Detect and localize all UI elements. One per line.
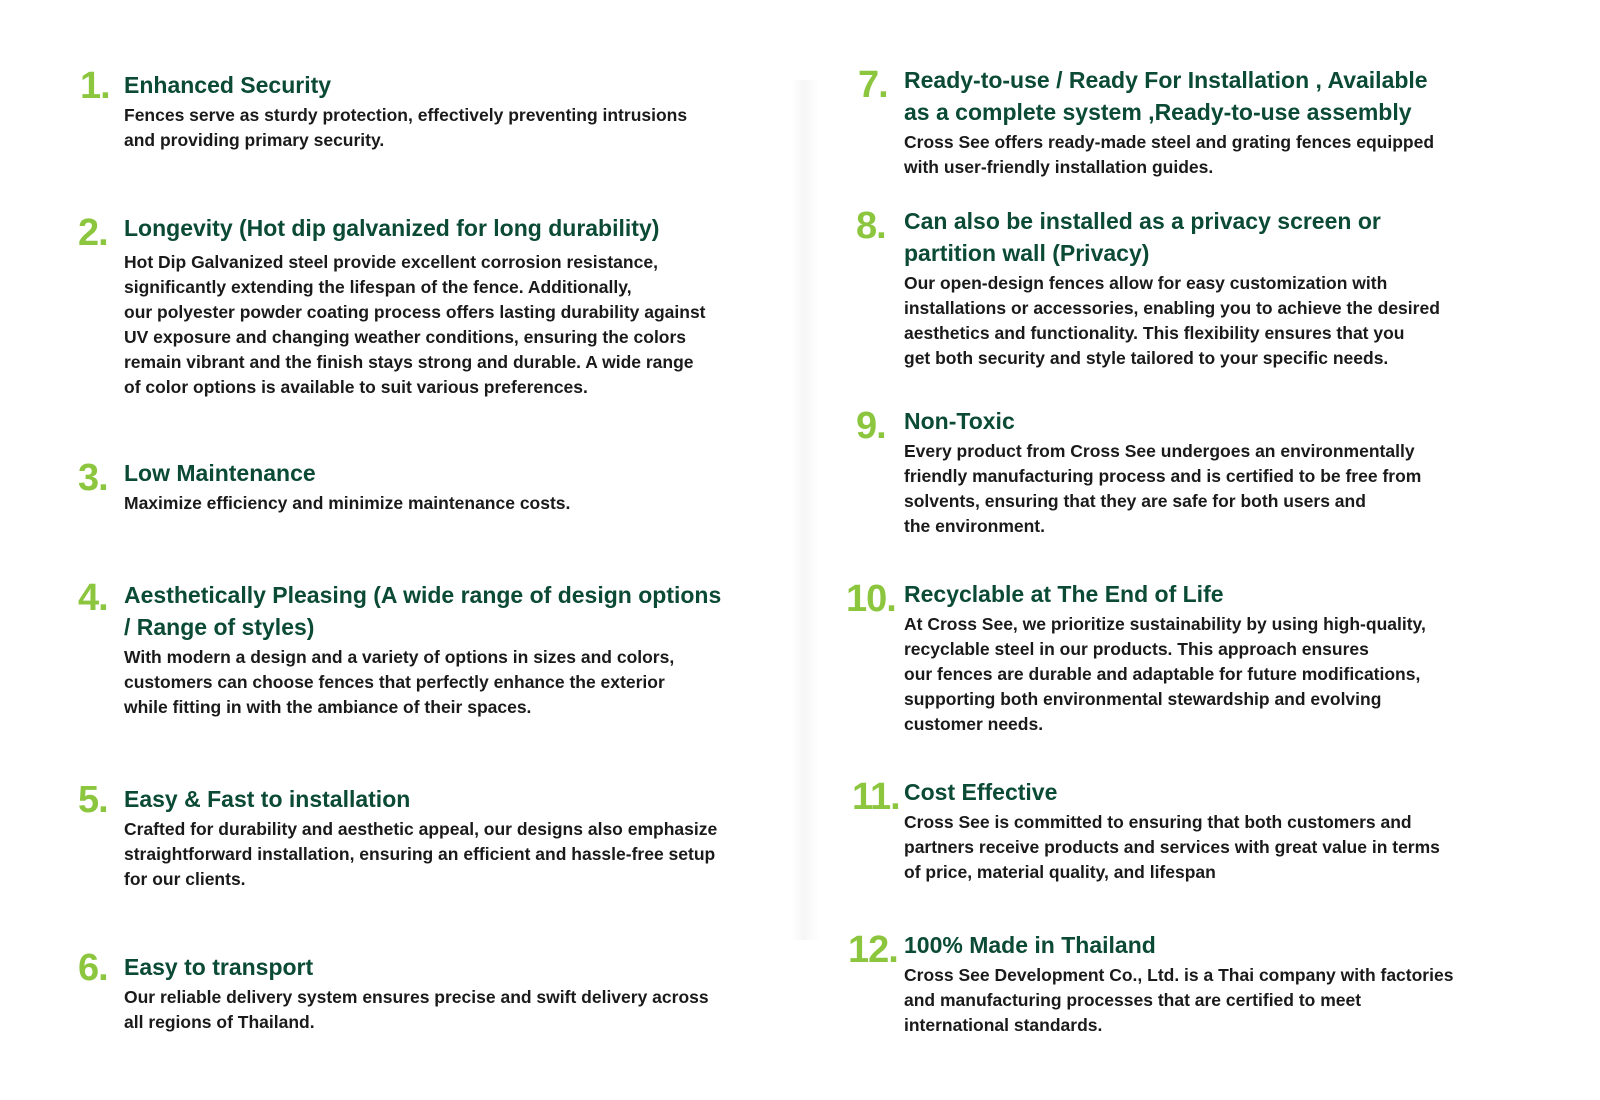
feature-easy-fast-installation [78,779,794,892]
feature-description: Our reliable delivery system ensures precise and swift delivery across all regions of Thailand. [124,987,709,1032]
feature-description: Maximize efficiency and minimize maintenance costs. [124,493,571,513]
feature-enhanced-security [80,65,784,153]
feature-description: Cross See is committed to ensuring that both customers and partners receive products and services with great value in terms of price, material quality, and lifespan [904,812,1440,882]
feature-number: 11. [852,776,900,818]
feature-easy-to-transport [78,947,794,1035]
feature-description: Hot Dip Galvanized steel provide excellent corrosion resistance, significantly extending the lifespan of the fence. Additionally, our polyester powder coating process offers lasting durability against UV exposure and changing weather conditions, ensuring the colors remain vibrant and the finish stays strong and durable. A wide range of color options is available to suit various preferences. [124,252,706,397]
feature-number: 1. [80,65,110,107]
feature-title: 100% Made in Thailand [904,932,1156,958]
feature-title: Easy to transport [124,954,314,980]
feature-number: 12. [848,929,898,971]
feature-title: Cost Effective [904,779,1058,805]
feature-number: 2. [78,212,108,254]
feature-description: With modern a design and a variety of options in sizes and colors, customers can choose fences that perfectly enhance the exterior while fitting in with the ambiance of their spaces. [124,647,675,717]
feature-description: Our open-design fences allow for easy customization with installations or accessories, enabling you to achieve the desired aesthetics and functionality. This flexibility ensures that you get both security and style tailored to your specific needs. [904,273,1440,368]
feature-number: 9. [856,405,886,447]
feature-title: Ready-to-use / Ready For Installation , Available as a complete system ,Ready-to-use assembly [904,67,1428,125]
feature-title: Easy & Fast to installation [124,786,411,812]
feature-number: 10. [846,578,896,620]
feature-aesthetically-pleasing [78,577,794,720]
feature-ready-to-use [858,64,1584,180]
feature-made-in-thailand [848,929,1584,1038]
feature-number: 8. [856,205,886,247]
feature-title: Longevity (Hot dip galvanized for long durability) [124,215,660,241]
feature-number: 4. [78,577,108,619]
feature-title: Can also be installed as a privacy screen or partition wall (Privacy) [904,208,1381,266]
feature-longevity [78,212,784,400]
feature-description: Cross See offers ready-made steel and grating fences equipped with user-friendly installation guides. [904,132,1435,177]
feature-description: Every product from Cross See undergoes an environmentally friendly manufacturing process and is certified to be free from solvents, ensuring that they are safe for both users and the environment. [904,441,1422,536]
feature-non-toxic [856,405,1584,539]
feature-description: Cross See Development Co., Ltd. is a Thai company with factories and manufacturing processes that are certified to meet international standards. [904,965,1454,1035]
feature-low-maintenance [78,457,784,516]
feature-description: Fences serve as sturdy protection, effectively preventing intrusions and providing primary security. [124,105,688,150]
column-divider-shadow [790,80,820,940]
feature-number: 7. [858,64,888,106]
feature-description: Crafted for durability and aesthetic appeal, our designs also emphasize straightforward installation, ensuring an efficient and hassle-free setup for our clients. [124,819,718,889]
feature-title: Enhanced Security [124,72,332,98]
feature-number: 3. [78,457,108,499]
feature-description: At Cross See, we prioritize sustainability by using high-quality, recyclable steel in our products. This approach ensures our fences are durable and adaptable for future modifications, supporting both environmental stewardship and evolving customer needs. [904,614,1426,734]
feature-title: Aesthetically Pleasing (A wide range of design options / Range of styles) [124,582,722,640]
feature-number: 5. [78,779,108,821]
feature-number: 6. [78,947,108,989]
feature-title: Low Maintenance [124,460,316,486]
feature-title: Recyclable at The End of Life [904,581,1224,607]
feature-cost-effective [852,776,1584,885]
feature-recyclable [846,578,1584,737]
feature-privacy-screen [856,205,1584,371]
feature-title: Non-Toxic [904,408,1015,434]
